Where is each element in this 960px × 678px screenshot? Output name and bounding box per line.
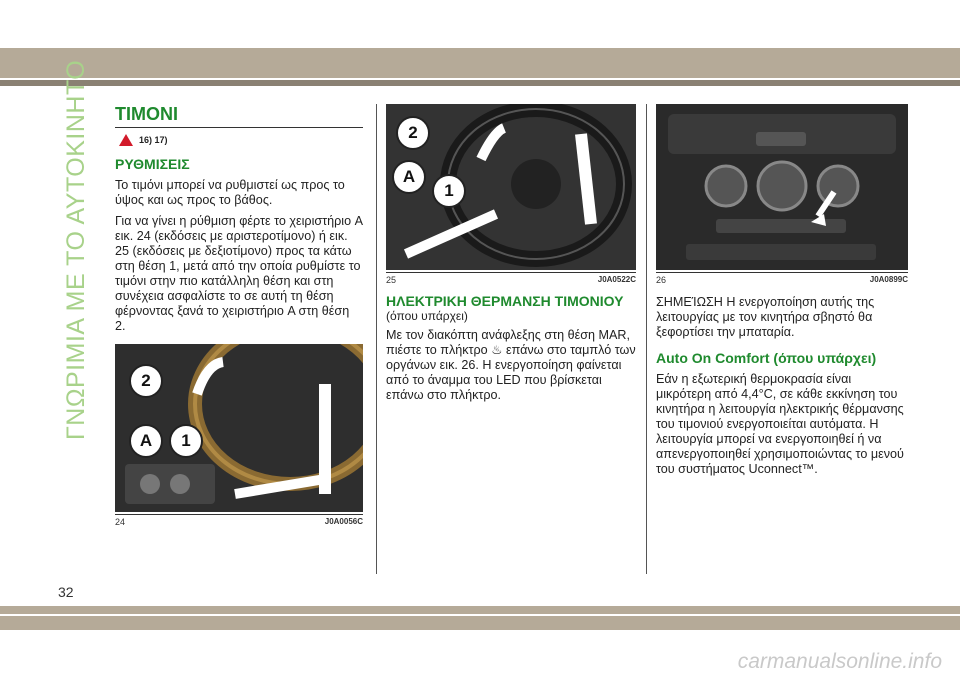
paragraph: Για να γίνει η ρύθμιση φέρτε το χειριστήριο A εικ. 24 (εκδόσεις με αριστεροτίμονο) ή εικ. 25 (εκδόσεις με δεξιοτίμονο) προς τα κάτω στη θέση 1, μετά από την οποία ρυθμίστε το τιμόνι στην πιο κατάλληλη θέση και στη συνέχεια ασφαλίστε το σε αυτή τη θέση φέρνοντας ξανά το χειριστήριο A στη θέση 2.	[115, 214, 363, 333]
figure-code: J0A0056C	[324, 517, 363, 526]
figure-caption	[656, 272, 908, 285]
figure-code: J0A0522C	[597, 275, 636, 284]
header-band-dark	[0, 80, 960, 86]
watermark: carmanualsonline.info	[737, 650, 942, 673]
climate-control-panel-illustration	[656, 104, 908, 270]
figure-24-photo	[115, 344, 363, 512]
page-number: 32	[58, 584, 74, 600]
paragraph: Το τιμόνι μπορεί να ρυθμιστεί ως προς το ύψος και ως προς το βάθος.	[115, 178, 345, 207]
side-section-title: ΓΝΩΡΙΜΙΑ ΜΕ ΤΟ ΑΥΤΟΚΙΝΗΤΟ	[62, 59, 90, 440]
subheading-adjustments: ΡΥΘΜΙΣΕΙΣ	[115, 156, 190, 172]
label-a-badge: A	[392, 160, 426, 194]
figure-caption	[386, 272, 636, 285]
figure-code: J0A0899C	[869, 275, 908, 284]
figure-number: 26	[656, 275, 667, 285]
section-heading: ΤΙΜΟΝΙ	[115, 104, 363, 128]
column-1	[115, 104, 363, 527]
paragraph: Εάν η εξωτερική θερμοκρασία είναι μικρότερη από 4,4°C, σε κάθε εκκίνηση του κινητήρα η λειτουργία ηλεκτρικής θέρμανσης του τιμονιού ενεργοποιείται αυτόματα. Η λειτουργία μπορεί να ενεργοποιηθεί ή να απενεργοποιηθεί χρησιμοποιώντας το μενού του συστήματος Uconnect™.	[656, 372, 904, 476]
header-band	[0, 48, 960, 78]
subheading-heated-wheel: ΗΛΕΚΤΡΙΚΗ ΘΕΡΜΑΝΣΗ ΤΙΜΟΝΙΟΥ	[386, 293, 624, 309]
footer-band	[0, 616, 960, 630]
figure-number: 24	[115, 517, 126, 527]
label-2-badge: 2	[129, 364, 163, 398]
paragraph: Με τον διακόπτη ανάφλεξης στη θέση MAR, πιέστε το πλήκτρο ♨ επάνω στο ταμπλό των οργάνων εικ. 26. Η ενεργοποίηση φαίνεται από το άναμμα του LED που βρίσκεται επάνω στο πλήκτρο.	[386, 328, 636, 402]
column-divider	[646, 104, 647, 574]
figure-caption	[115, 514, 363, 527]
warning-reference	[119, 134, 363, 146]
footer-band-thin	[0, 606, 960, 614]
warning-triangle-icon	[119, 134, 133, 146]
figure-25-photo	[386, 104, 636, 270]
column-3	[656, 104, 908, 483]
heading-note: (όπου υπάρχει)	[386, 309, 468, 323]
label-2-badge: 2	[396, 116, 430, 150]
column-divider	[376, 104, 377, 574]
warning-refs: 16) 17)	[139, 135, 168, 145]
figure-number: 25	[386, 275, 397, 285]
figure-26-photo	[656, 104, 908, 270]
label-a-badge: A	[129, 424, 163, 458]
subheading-auto-on-comfort: Auto On Comfort (όπου υπάρχει)	[656, 350, 877, 366]
label-1-badge: 1	[169, 424, 203, 458]
column-2	[386, 104, 636, 409]
label-1-badge: 1	[432, 174, 466, 208]
note-paragraph: ΣΗΜΕΊΩΣΗ Η ενεργοποίηση αυτής της λειτουργίας με τον κινητήρα σβηστό θα ξεφορτίσει την μπαταρία.	[656, 295, 875, 339]
